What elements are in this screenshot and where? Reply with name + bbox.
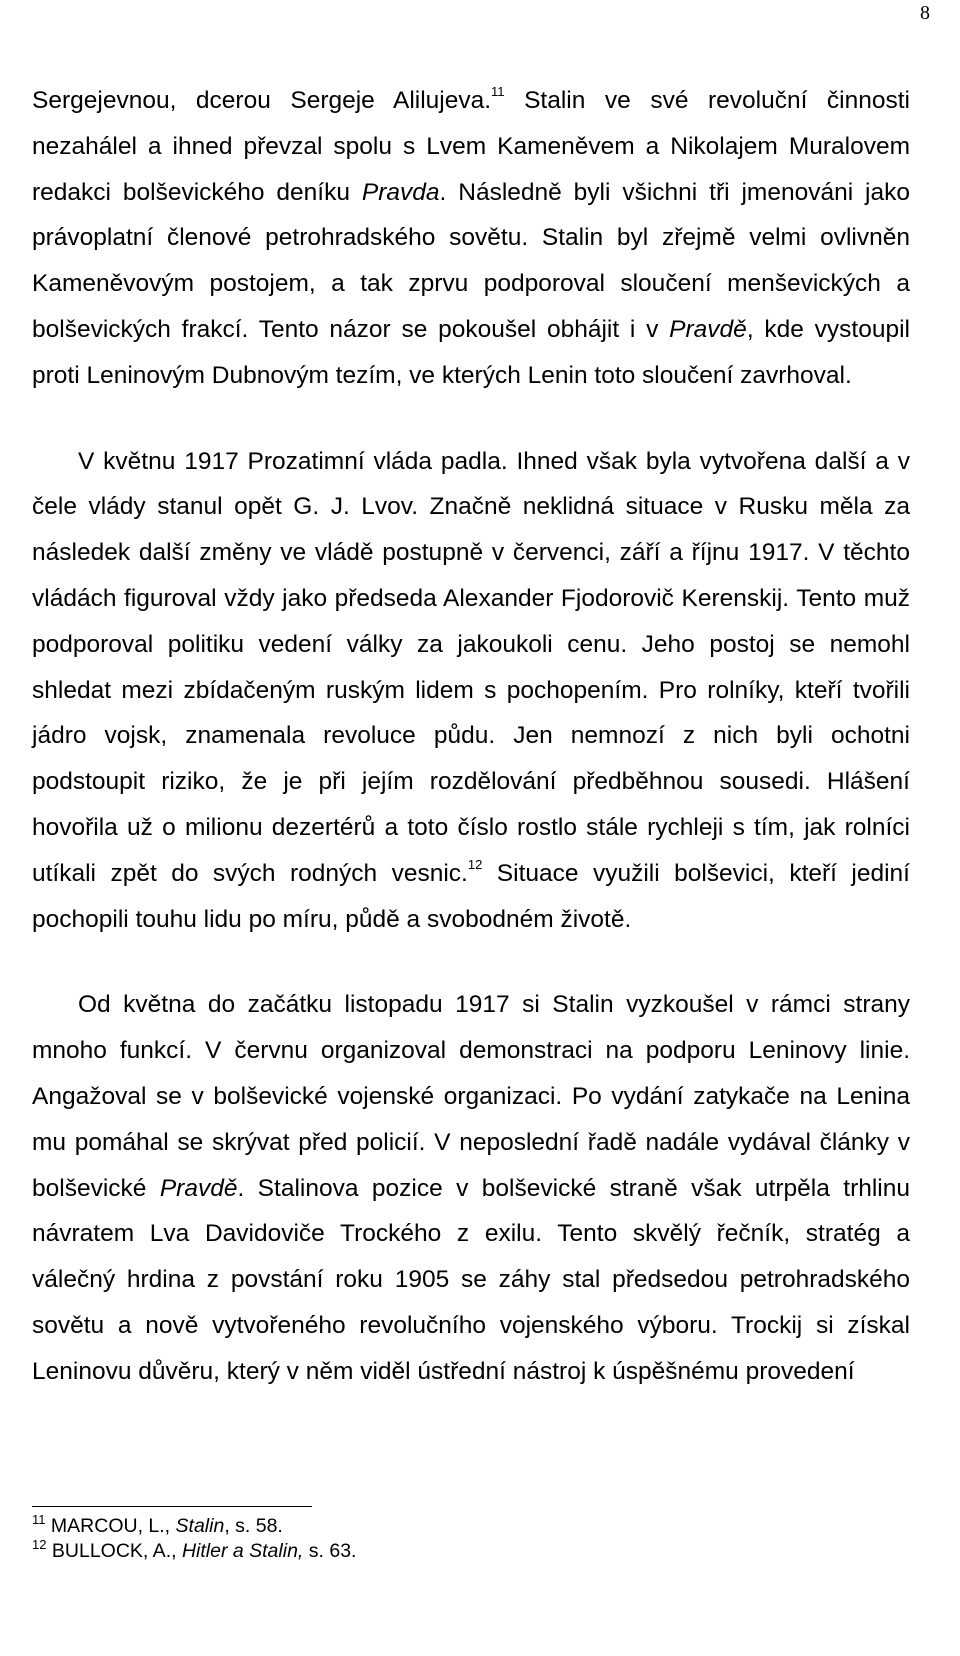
italic-text: Pravda: [361, 178, 440, 206]
text-run: BULLOCK, A.,: [51, 1540, 182, 1562]
text-run: Situace využili bolševici, kteří jediní pochopili touhu lidu po míru, půdě a svobodném životě.: [32, 859, 910, 933]
paragraph: [32, 982, 910, 1394]
text-run: . Stalinova pozice v bolševické straně však utrpěla trhlinu návratem Lva Davidoviče Trockého z exilu. Tento skvělý řečník, stratég a válečný hrdina z povstání roku 1905 se záhy stal předsedou petrohradského sovětu a nově vytvořeného revolučního vojenského výboru. Trockij si získal Leninovu důvěru, který v něm viděl ústřední nástroj k úspěšnému provedení: [32, 1174, 910, 1385]
paragraph-gap: [32, 942, 910, 982]
body-text: [32, 78, 910, 1395]
italic-text: Hitler a Stalin,: [181, 1540, 304, 1562]
italic-text: Stalin: [175, 1515, 225, 1537]
footnote-number: 11: [32, 1512, 46, 1527]
text-run: MARCOU, L.,: [50, 1515, 176, 1537]
text-run: . Následně byli všichni tři jmenováni jako právoplatní členové petrohradského sovětu. Stalin byl zřejmě velmi ovlivněn Kameněvovým postojem, a tak zprvu podporoval sloučení menševických a bolševických frakcí. Tento názor se pokoušel obhájit i v: [32, 178, 910, 343]
text-run: Stalin ve své revoluční činnosti nezahálel a ihned převzal spolu s Lvem Kameněvem a Nikolajem Muralovem redakci bolševického deníku: [32, 87, 910, 206]
footnotes: [32, 1514, 910, 1564]
paragraph: [32, 78, 910, 399]
footnote: [32, 1514, 910, 1539]
text-run: Od května do začátku listopadu 1917 si Stalin vyzkoušel v rámci strany mnoho funkcí. V červnu organizoval demonstraci na podporu Leninovy linie. Angažoval se v bolševické vojenské organizaci. Po vydání zatykače na Lenina mu pomáhal se skrývat před policií. V neposlední řadě nadále vydával články v bolševické: [32, 991, 910, 1202]
text-run: V květnu 1917 Prozatimní vláda padla. Ihned však byla vytvořena další a v čele vlády stanul opět G. J. Lvov. Značně neklidná situace v Rusku měla za následek další změny ve vládě postupně v červenci, září a říjnu 1917. V těchto vládách figuroval vždy jako předseda Alexander Fjodorovič Kerenskij. Tento muž podporoval politiku vedení války za jakoukoli cenu. Jeho postoj se nemohl shledat mezi zbídačeným ruským lidem s pochopením. Pro rolníky, kteří tvořili jádro vojsk, znamenala revoluce půdu. Jen nemnozí z nich byli ochotni podstoupit riziko, že je při jejím rozdělování předběhnou sousedi. Hlášení hovořila už o milionu dezertérů a toto číslo rostlo stále rychleji s tím, jak rolníci utíkali zpět do svých rodných vesnic.: [32, 447, 910, 887]
footnote-reference: 12: [467, 856, 483, 872]
text-run: , kde vystoupil proti Leninovým Dubnovým tezím, ve kterých Lenin toto sloučení zavrhoval.: [32, 315, 910, 389]
italic-text: Pravdě: [159, 1174, 238, 1202]
page-number: 8: [920, 2, 930, 24]
footnote-number: 12: [32, 1537, 47, 1552]
text-run: , s. 58.: [224, 1515, 283, 1537]
italic-text: Pravdě: [669, 315, 747, 343]
paragraph-gap: [32, 399, 910, 439]
text-run: s. 63.: [303, 1540, 357, 1562]
footnote-reference: 11: [491, 84, 505, 99]
footnote-separator: [32, 1506, 312, 1507]
paragraph: [32, 439, 910, 943]
text-run: Sergejevnou, dcerou Sergeje Alilujeva.: [32, 87, 492, 114]
footnote: [32, 1539, 910, 1564]
